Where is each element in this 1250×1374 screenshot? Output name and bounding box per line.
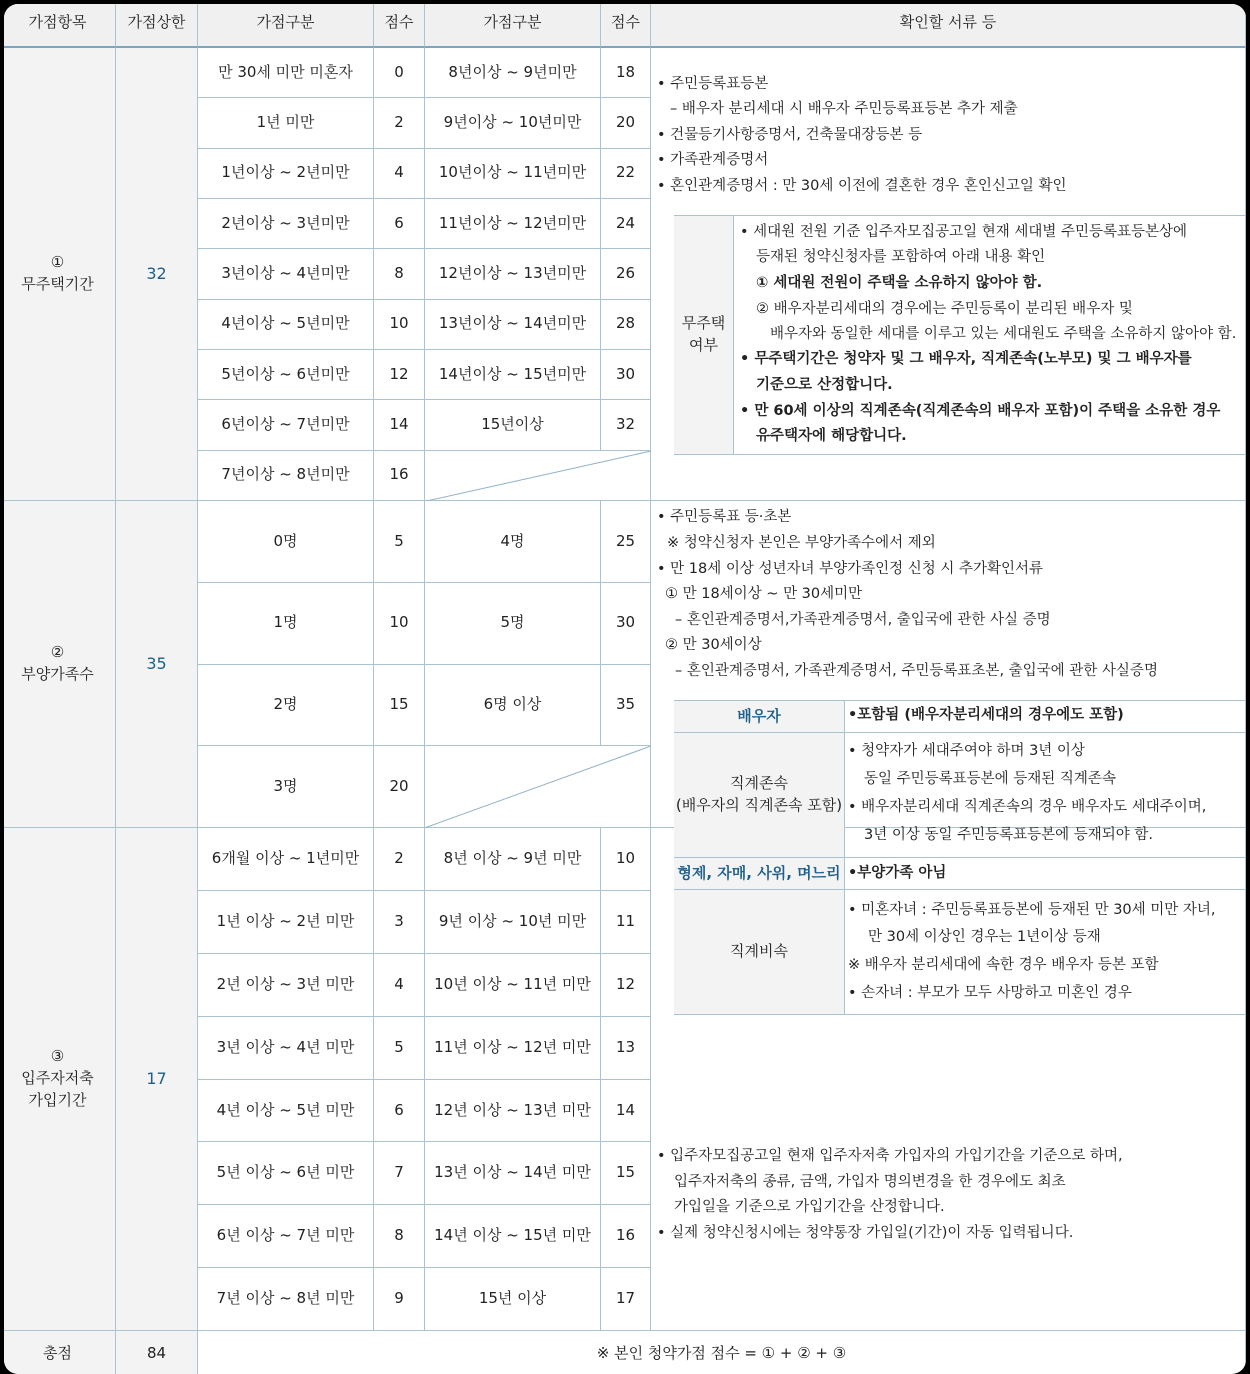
criteria-cell xyxy=(198,828,374,891)
score-cell xyxy=(601,665,651,747)
criteria-cell xyxy=(198,501,374,583)
sub-line: • 만 60세 이상의 직계존속(직계존속의 배우자 포함)이 주택을 소유한 경우 xyxy=(740,403,1221,419)
score-cell-text: 7 xyxy=(394,1163,404,1182)
sub-line: •부양가족 아님 xyxy=(848,865,947,881)
criteria-cell xyxy=(425,954,601,1017)
criteria-cell xyxy=(425,350,601,400)
criteria-cell-text: 2년이상 ~ 3년미만 xyxy=(221,213,350,232)
score-cell-text: 26 xyxy=(615,264,636,283)
criteria-cell xyxy=(425,1142,601,1205)
criteria-cell-text: 3년이상 ~ 4년미만 xyxy=(221,264,350,283)
score-cell xyxy=(601,249,651,299)
score-cell-text: 22 xyxy=(615,163,636,182)
total-formula-text: ※ 본인 청약가점 점수 = ① + ② + ③ xyxy=(596,1344,847,1363)
score-table xyxy=(4,4,1246,1374)
doc-line: • 만 18세 이상 성년자녀 부양가족인정 신청 시 추가확인서류 xyxy=(657,561,1044,577)
column-header xyxy=(601,4,651,48)
criteria-cell xyxy=(198,746,374,828)
score-cell xyxy=(601,199,651,249)
score-cell xyxy=(601,1017,651,1080)
criteria-cell-text: 1년 이상 ~ 2년 미만 xyxy=(216,911,355,930)
score-cell-text: 28 xyxy=(615,314,636,333)
score-cell-text: 30 xyxy=(615,613,636,632)
score-cell-text: 8 xyxy=(394,1226,404,1245)
score-cell xyxy=(374,1142,425,1205)
column-header xyxy=(374,4,425,48)
criteria-cell xyxy=(425,149,601,199)
sub-line: 배우자와 동일한 세대를 이루고 있는 세대원도 주택을 소유하지 않아야 함. xyxy=(770,326,1237,342)
criteria-cell xyxy=(425,1080,601,1143)
sub-label-text: 직계존속 (배우자의 직계존속 포함) xyxy=(675,774,843,814)
empty-cell xyxy=(425,746,651,828)
criteria-cell-text: 13년이상 ~ 14년미만 xyxy=(438,314,587,333)
column-header xyxy=(4,4,116,48)
score-cell xyxy=(601,300,651,350)
criteria-cell-text: 15년 이상 xyxy=(478,1289,547,1308)
score-cell-text: 2 xyxy=(394,113,404,132)
score-cell xyxy=(374,400,425,450)
section-max-score xyxy=(116,48,198,501)
column-header xyxy=(425,4,601,48)
criteria-cell-text: 2명 xyxy=(273,695,298,713)
criteria-cell-text: 9년 이상 ~ 10년 미만 xyxy=(438,911,587,930)
score-cell-text: 14 xyxy=(389,415,409,434)
score-cell-text: 9 xyxy=(394,1289,404,1308)
column-header-text: 확인할 서류 등 xyxy=(899,13,997,32)
doc-line: • 가족관계증명서 xyxy=(657,152,769,168)
section-label xyxy=(4,501,116,828)
criteria-cell-text: 8년이상 ~ 9년미만 xyxy=(448,62,577,81)
section-max-score-text: 32 xyxy=(146,264,167,284)
sub-line: 등재된 청약신청자를 포함하여 아래 내용 확인 xyxy=(756,249,1046,265)
sub-label xyxy=(674,858,845,890)
doc-line: • 실제 청약신청시에는 청약통장 가입일(기간)이 자동 입력됩니다. xyxy=(657,1225,1074,1241)
section-max-score-text: 17 xyxy=(146,1069,167,1089)
sub-line: •포함됨 (배우자분리세대의 경우에도 포함) xyxy=(848,707,1124,723)
total-label-text: 총점 xyxy=(43,1344,72,1363)
doc-line: • 주민등록표등본 xyxy=(657,76,769,92)
score-cell xyxy=(601,48,651,98)
total-value-text: 84 xyxy=(146,1344,167,1363)
score-cell xyxy=(374,828,425,891)
doc-line: – 혼인관계증명서, 가족관계증명서, 주민등록표초본, 출입국에 관한 사실증명 xyxy=(675,663,1158,679)
score-cell-text: 4 xyxy=(394,974,404,993)
criteria-cell xyxy=(198,891,374,954)
section-max-score-text: 35 xyxy=(146,654,167,674)
score-cell-text: 2 xyxy=(394,849,404,868)
section-label-text: ① 무주택기간 xyxy=(21,253,94,293)
criteria-cell-text: 5년이상 ~ 6년미만 xyxy=(221,364,350,383)
doc-line: – 혼인관계증명서,가족관계증명서, 출입국에 관한 사실 증명 xyxy=(675,612,1051,628)
criteria-cell-text: 12년 이상 ~ 13년 미만 xyxy=(434,1100,591,1119)
criteria-cell xyxy=(425,891,601,954)
sub-line: 동일 주민등록표등본에 등재된 직계존속 xyxy=(864,771,1116,787)
score-cell xyxy=(374,350,425,400)
doc-line: – 배우자 분리세대 시 배우자 주민등록표등본 추가 제출 xyxy=(670,101,1018,117)
score-cell xyxy=(374,1080,425,1143)
criteria-cell xyxy=(198,583,374,665)
criteria-cell-text: 2년 이상 ~ 3년 미만 xyxy=(216,974,355,993)
criteria-cell xyxy=(198,350,374,400)
score-cell xyxy=(374,583,425,665)
criteria-cell xyxy=(425,300,601,350)
criteria-cell-text: 10년 이상 ~ 11년 미만 xyxy=(434,974,591,993)
score-cell-text: 11 xyxy=(615,911,636,930)
sub-label xyxy=(674,733,845,858)
score-cell xyxy=(601,501,651,583)
score-cell xyxy=(374,746,425,828)
criteria-cell xyxy=(425,400,601,450)
score-cell xyxy=(374,199,425,249)
section-label xyxy=(4,48,116,501)
criteria-cell xyxy=(425,249,601,299)
score-cell-text: 0 xyxy=(394,62,404,81)
sub-line: • 미혼자녀 : 주민등록표등본에 등재된 만 30세 미만 자녀, xyxy=(848,902,1216,918)
sub-line: • 청약자가 세대주여야 하며 3년 이상 xyxy=(848,743,1085,759)
criteria-cell-text: 3년 이상 ~ 4년 미만 xyxy=(216,1037,355,1056)
score-cell-text: 15 xyxy=(615,1163,636,1182)
criteria-cell xyxy=(198,1142,374,1205)
score-cell xyxy=(374,665,425,747)
score-cell-text: 17 xyxy=(615,1289,636,1308)
score-cell-text: 25 xyxy=(615,531,636,550)
criteria-cell xyxy=(198,249,374,299)
sub-label xyxy=(674,890,845,1015)
score-cell-text: 3 xyxy=(394,911,404,930)
criteria-cell xyxy=(425,1268,601,1331)
score-cell-text: 6 xyxy=(394,213,404,232)
score-cell xyxy=(374,48,425,98)
criteria-cell xyxy=(198,1017,374,1080)
criteria-cell-text: 11년 이상 ~ 12년 미만 xyxy=(434,1037,591,1056)
criteria-cell xyxy=(425,1017,601,1080)
column-header-text: 가점구분 xyxy=(256,13,315,32)
criteria-cell xyxy=(198,665,374,747)
sub-line: 3년 이상 동일 주민등록표등본에 등재되야 함. xyxy=(864,827,1154,843)
sub-line: 기준으로 산정합니다. xyxy=(756,377,893,393)
criteria-cell-text: 6년 이상 ~ 7년 미만 xyxy=(216,1226,355,1245)
criteria-cell-text: 15년이상 xyxy=(481,415,544,434)
criteria-cell xyxy=(198,400,374,450)
doc-line: ※ 청약신청자 본인은 부양가족수에서 제외 xyxy=(667,535,936,551)
score-cell xyxy=(601,98,651,148)
criteria-cell xyxy=(198,149,374,199)
sub-line: 만 30세 이상인 경우는 1년이상 등재 xyxy=(868,929,1101,945)
criteria-cell-text: 5년 이상 ~ 6년 미만 xyxy=(216,1163,355,1182)
criteria-cell-text: 7년이상 ~ 8년미만 xyxy=(221,465,350,484)
score-cell-text: 10 xyxy=(615,849,636,868)
criteria-cell-text: 4년 이상 ~ 5년 미만 xyxy=(216,1100,355,1119)
score-cell xyxy=(601,828,651,891)
score-cell xyxy=(601,583,651,665)
score-cell xyxy=(374,300,425,350)
criteria-cell-text: 3명 xyxy=(273,776,298,795)
criteria-cell xyxy=(425,583,601,665)
criteria-cell-text: 만 30세 미만 미혼자 xyxy=(218,62,353,81)
column-header-text: 가점항목 xyxy=(28,13,87,32)
criteria-cell-text: 11년이상 ~ 12년미만 xyxy=(438,213,587,232)
sub-label-text: 직계비속 xyxy=(730,942,788,961)
score-cell xyxy=(374,1268,425,1331)
doc-line: 입주자저축의 종류, 금액, 가입자 명의변경을 한 경우에도 최초 xyxy=(674,1174,1066,1190)
column-header-text: 점수 xyxy=(384,13,414,32)
column-header-text: 가점구분 xyxy=(483,13,542,32)
doc-line: 가입일을 기준으로 가입기간을 산정합니다. xyxy=(674,1199,945,1215)
column-header xyxy=(116,4,198,48)
score-cell-text: 35 xyxy=(615,695,636,713)
criteria-cell-text: 10년이상 ~ 11년미만 xyxy=(438,163,587,182)
score-cell xyxy=(601,400,651,450)
criteria-cell xyxy=(425,1205,601,1268)
score-cell-text: 20 xyxy=(615,113,636,132)
score-cell-text: 6 xyxy=(394,1100,404,1119)
score-cell-text: 5 xyxy=(394,531,404,550)
sub-line: • 세대원 전원 기준 입주자모집공고일 현재 세대별 주민등록표등본상에 xyxy=(740,224,1188,240)
criteria-cell xyxy=(425,98,601,148)
score-cell-text: 8 xyxy=(394,264,404,283)
score-cell xyxy=(601,954,651,1017)
score-cell xyxy=(374,1205,425,1268)
score-cell xyxy=(374,98,425,148)
score-cell-text: 15 xyxy=(389,695,409,713)
doc-line: ② 만 30세이상 xyxy=(665,637,762,653)
criteria-cell-text: 7년 이상 ~ 8년 미만 xyxy=(216,1289,355,1308)
sub-label-text: 배우자 xyxy=(737,706,781,725)
criteria-cell-text: 1년이상 ~ 2년미만 xyxy=(221,163,350,182)
criteria-cell xyxy=(198,48,374,98)
score-cell xyxy=(601,891,651,954)
criteria-cell xyxy=(198,451,374,501)
score-cell-text: 18 xyxy=(615,62,636,81)
section-label-text: ③ 입주자저축 가입기간 xyxy=(21,1047,94,1109)
criteria-cell xyxy=(425,828,601,891)
column-header-text: 가점상한 xyxy=(127,13,186,32)
score-cell xyxy=(374,1017,425,1080)
criteria-cell-text: 1년 미만 xyxy=(256,113,315,132)
section-label-text: ② 부양가족수 xyxy=(21,643,94,683)
empty-cell xyxy=(425,451,651,501)
score-cell-text: 16 xyxy=(389,465,409,484)
score-cell xyxy=(374,501,425,583)
criteria-cell xyxy=(198,199,374,249)
score-cell-text: 10 xyxy=(389,314,409,333)
criteria-cell-text: 9년이상 ~ 10년미만 xyxy=(443,113,582,132)
sub-label xyxy=(674,700,845,733)
score-cell-text: 10 xyxy=(389,613,409,632)
score-cell xyxy=(374,954,425,1017)
sub-line: • 무주택기간은 청약자 및 그 배우자, 직계존속(노부모) 및 그 배우자를 xyxy=(740,351,1192,367)
criteria-cell-text: 13년 이상 ~ 14년 미만 xyxy=(434,1163,591,1182)
doc-line: • 주민등록표 등·초본 xyxy=(657,509,792,525)
criteria-cell-text: 4명 xyxy=(500,531,525,550)
section-max-score xyxy=(116,828,198,1331)
criteria-cell-text: 5명 xyxy=(500,613,525,632)
criteria-cell xyxy=(425,199,601,249)
doc-line: • 입주자모집공고일 현재 입주자저축 가입자의 가입기간을 기준으로 하며, xyxy=(657,1148,1123,1164)
column-header xyxy=(651,4,1246,48)
total-value xyxy=(116,1331,198,1374)
sub-line: ② 배우자분리세대의 경우에는 주민등록이 분리된 배우자 및 xyxy=(756,301,1133,317)
criteria-cell-text: 4년이상 ~ 5년미만 xyxy=(221,314,350,333)
column-header xyxy=(198,4,374,48)
criteria-cell-text: 12년이상 ~ 13년미만 xyxy=(438,264,587,283)
score-cell-text: 12 xyxy=(389,364,409,383)
criteria-cell-text: 1명 xyxy=(273,613,298,632)
criteria-cell xyxy=(198,954,374,1017)
score-cell xyxy=(601,350,651,400)
criteria-cell-text: 8년 이상 ~ 9년 미만 xyxy=(443,849,582,868)
score-cell-text: 20 xyxy=(389,776,409,795)
doc-line: ① 만 18세이상 ~ 만 30세미만 xyxy=(665,586,863,602)
score-cell xyxy=(374,249,425,299)
criteria-cell-text: 6명 이상 xyxy=(483,695,542,713)
sub-label-text: 무주택 여부 xyxy=(681,313,726,354)
score-cell-text: 5 xyxy=(394,1037,404,1056)
score-cell-text: 24 xyxy=(615,213,636,232)
sub-line: ※ 배우자 분리세대에 속한 경우 배우자 등본 포함 xyxy=(848,957,1159,973)
criteria-cell xyxy=(198,98,374,148)
score-cell-text: 13 xyxy=(615,1037,636,1056)
criteria-cell-text: 6년이상 ~ 7년미만 xyxy=(221,415,350,434)
score-cell xyxy=(601,1205,651,1268)
section-label xyxy=(4,828,116,1331)
score-cell xyxy=(601,1080,651,1143)
score-cell-text: 16 xyxy=(615,1226,636,1245)
criteria-cell-text: 14년 이상 ~ 15년 미만 xyxy=(434,1226,591,1245)
criteria-cell xyxy=(425,48,601,98)
score-cell-text: 12 xyxy=(615,974,636,993)
criteria-cell xyxy=(198,1080,374,1143)
sub-line: • 배우자분리세대 직계존속의 경우 배우자도 세대주이며, xyxy=(848,799,1207,815)
sub-line: 유주택자에 해당합니다. xyxy=(756,428,907,444)
criteria-cell xyxy=(425,665,601,747)
score-cell-text: 4 xyxy=(394,163,404,182)
score-cell xyxy=(374,891,425,954)
score-cell xyxy=(601,1142,651,1205)
score-cell xyxy=(374,149,425,199)
total-formula xyxy=(198,1331,1246,1374)
score-cell xyxy=(601,1268,651,1331)
score-cell-text: 32 xyxy=(615,415,636,434)
criteria-cell xyxy=(198,1268,374,1331)
criteria-cell-text: 0명 xyxy=(273,531,298,550)
column-header-text: 점수 xyxy=(611,13,640,32)
score-cell-text: 30 xyxy=(615,364,636,383)
sub-line: • 손자녀 : 부모가 모두 사망하고 미혼인 경우 xyxy=(848,985,1132,1001)
sub-line: ① 세대원 전원이 주택을 소유하지 않아야 함. xyxy=(756,275,1043,291)
score-cell-text: 14 xyxy=(615,1100,636,1119)
score-cell xyxy=(601,149,651,199)
criteria-cell xyxy=(425,501,601,583)
criteria-cell-text: 14년이상 ~ 15년미만 xyxy=(438,364,587,383)
criteria-cell xyxy=(198,1205,374,1268)
total-label xyxy=(4,1331,116,1374)
criteria-cell-text: 6개월 이상 ~ 1년미만 xyxy=(211,849,360,868)
doc-line: • 혼인관계증명서 : 만 30세 이전에 결혼한 경우 혼인신고일 확인 xyxy=(657,178,1067,194)
score-cell xyxy=(374,451,425,501)
sub-label-text: 형제, 자매, 사위, 며느리 xyxy=(677,863,841,882)
doc-line: • 건물등기사항증명서, 건축물대장등본 등 xyxy=(657,127,923,143)
criteria-cell xyxy=(198,300,374,350)
section-max-score xyxy=(116,501,198,828)
